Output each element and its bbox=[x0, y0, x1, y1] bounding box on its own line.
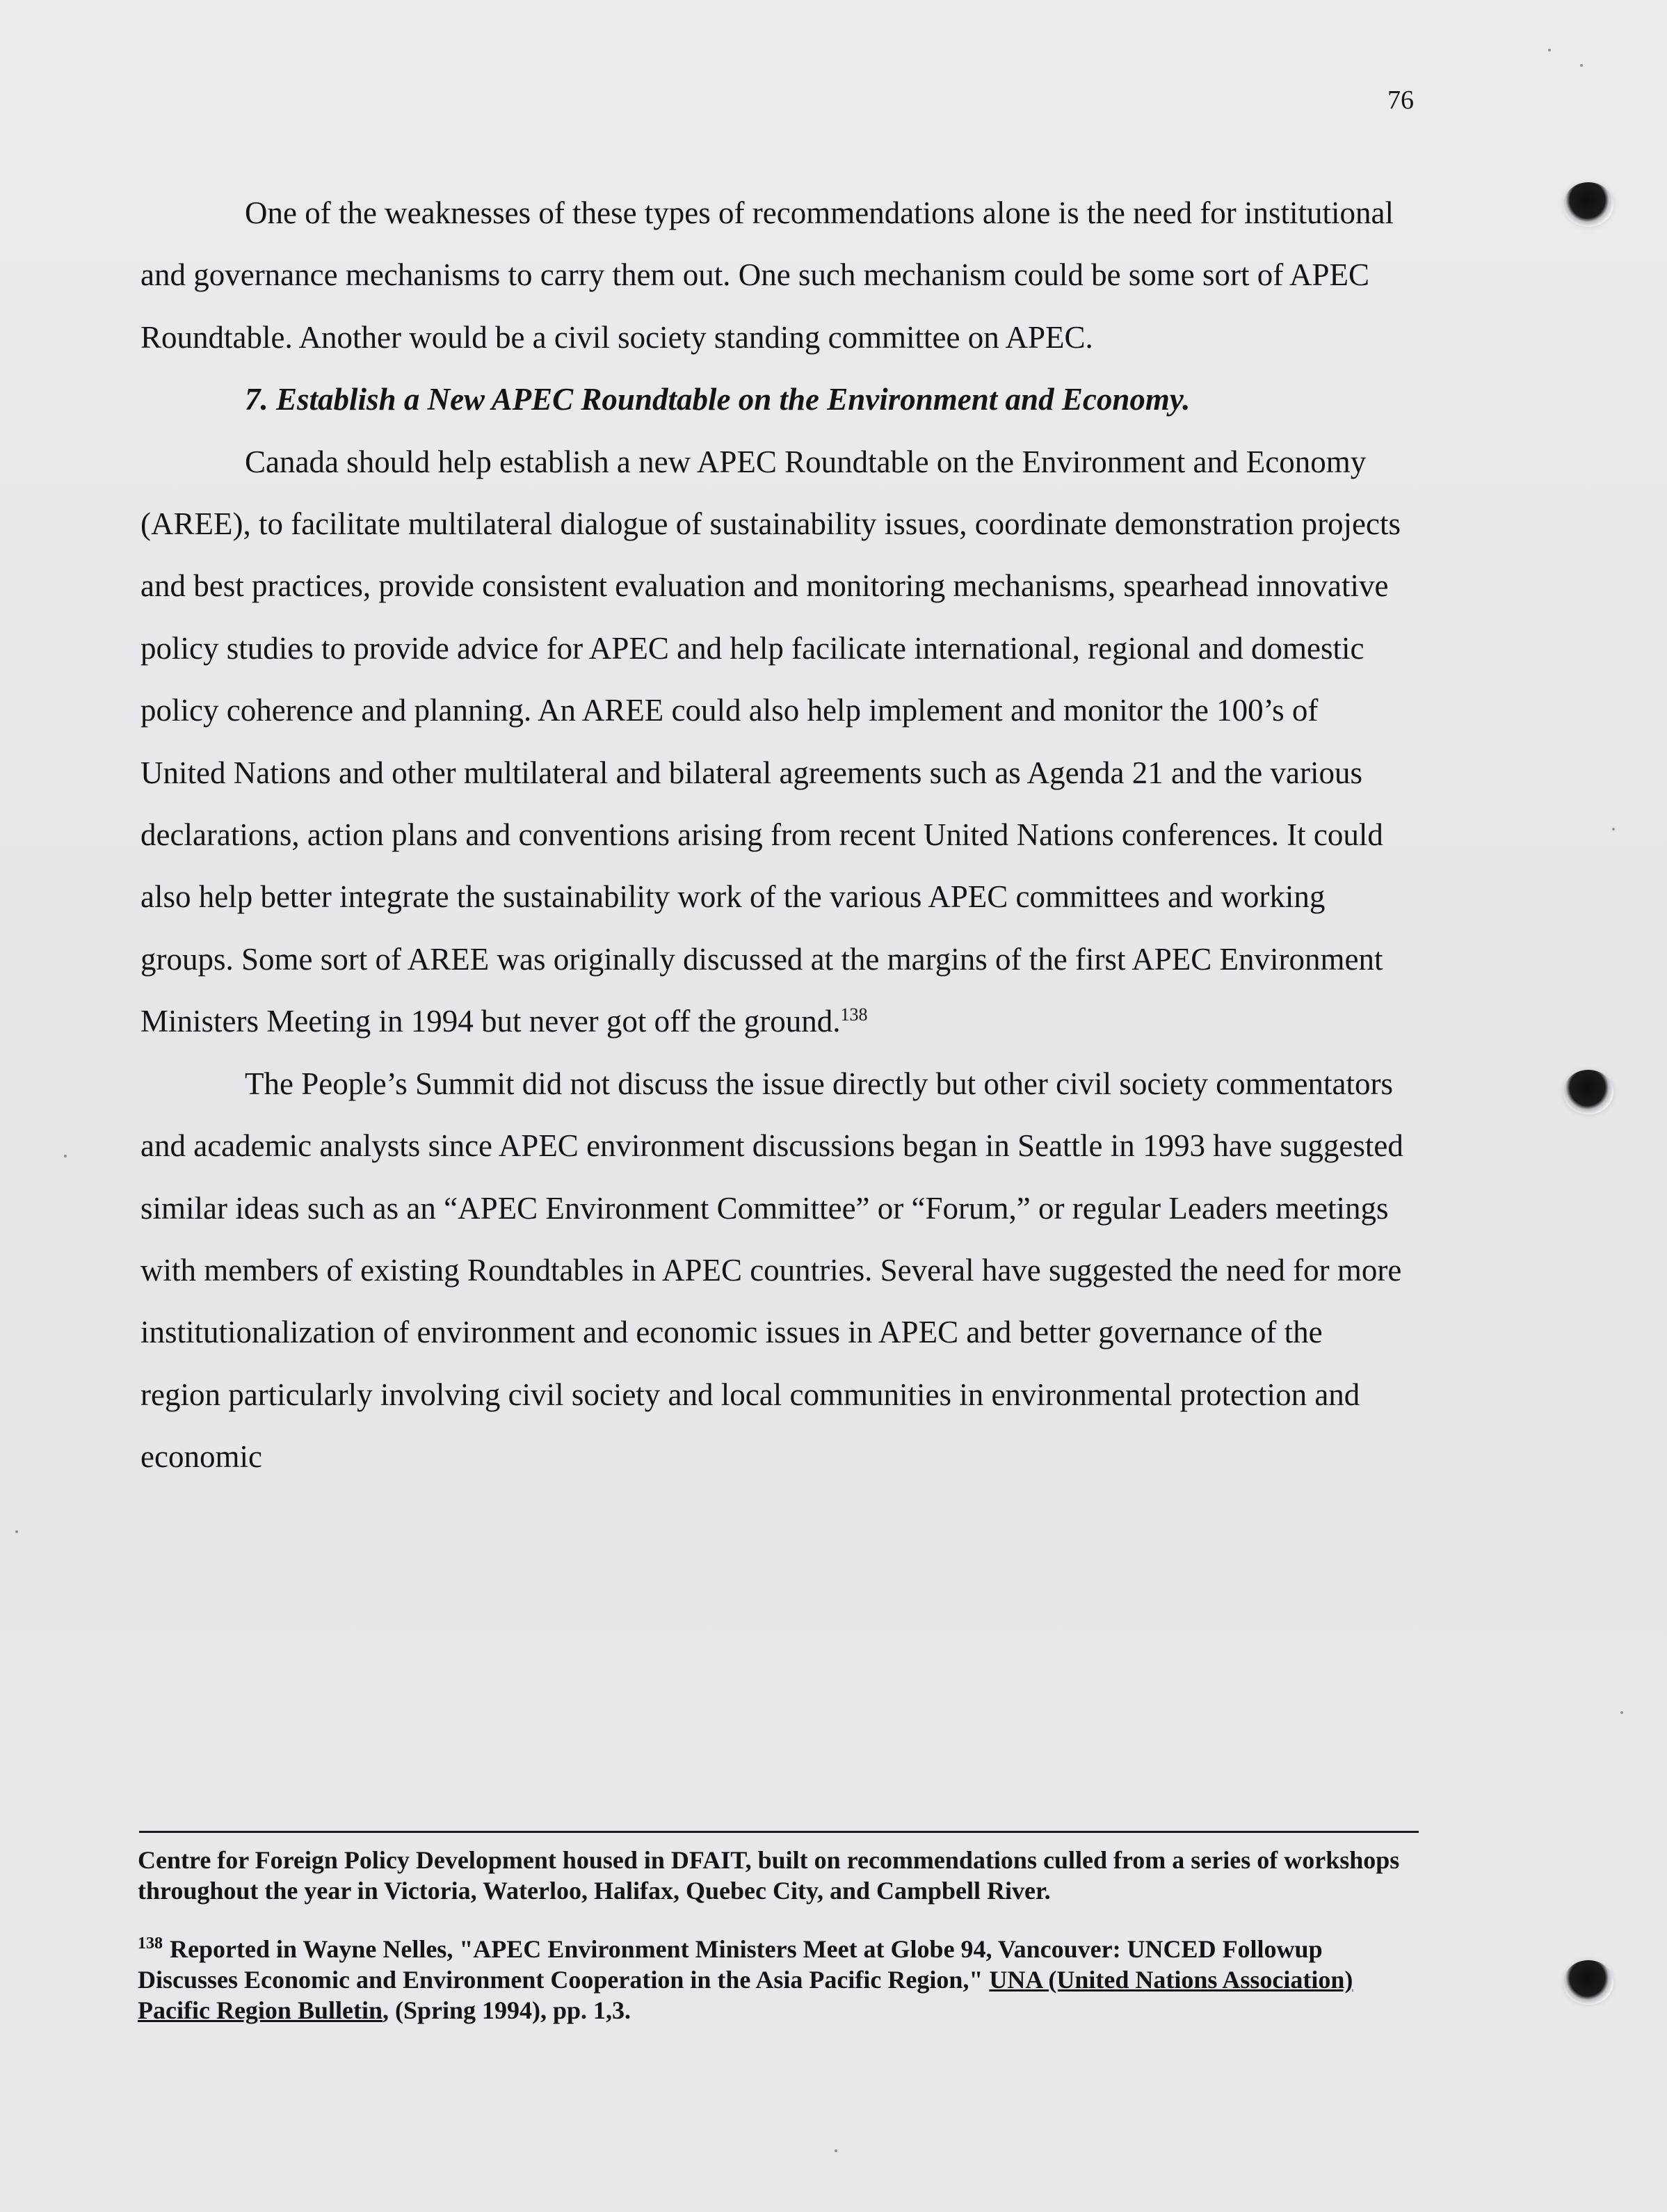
scan-speck bbox=[64, 1155, 67, 1157]
footnote-divider bbox=[139, 1831, 1419, 1833]
footnotes bbox=[138, 1845, 1421, 2053]
footnote-continued bbox=[138, 1845, 1421, 1906]
scan-speck bbox=[15, 1530, 18, 1533]
footnote-ref-138[interactable]: 138 bbox=[840, 1004, 868, 1025]
footnote-138-before: Reported in Wayne Nelles, "APEC Environment Ministers Meet at Globe 94, Vancouver: UNCED Followup Discusses Economic and Environment Cooperation in the Asia Pacific Region," bbox=[138, 1935, 1323, 1994]
footnote-continued-text: Centre for Foreign Policy Development housed in DFAIT, built on recommendations culled from a series of workshops throughout the year in Victoria, Waterloo, Halifax, Quebec City, and Campbell River. bbox=[138, 1846, 1400, 1905]
scan-speck bbox=[835, 2149, 837, 2152]
scan-speck bbox=[1620, 1711, 1623, 1714]
footnote-138 bbox=[138, 1934, 1421, 2026]
scan-speck bbox=[1548, 49, 1551, 51]
body-text bbox=[140, 182, 1406, 1489]
punch-hole-icon bbox=[1563, 1960, 1613, 2005]
paragraph-weaknesses: One of the weaknesses of these types of recommendations alone is the need for institutional and governance mechanisms to carry them out. One such mechanism could be some sort of APEC Roundtable. Another would be a civil society standing committee on APEC. bbox=[140, 195, 1394, 355]
paragraph-peoples-summit: The People’s Summit did not discuss the issue directly but other civil society commentators and academic analysts since APEC environment discussions began in Seattle in 1993 have suggested similar ideas such as an “APEC Environment Committee” or “Forum,” or regular Leaders meetings with members of existing Roundtables in APEC countries. Several have suggested the need for more institutionalization of environment and economic issues in APEC and better governance of the region particularly involving civil society and local communities in environmental protection and economic bbox=[140, 1066, 1403, 1475]
footnote-138-publication: UNA (United Nations Association) Pacific Region Bulletin bbox=[138, 1966, 1353, 2024]
footnote-number: 138 bbox=[138, 1934, 163, 1953]
paragraph-aree-text: Canada should help establish a new APEC Roundtable on the Environment and Economy (AREE), to facilitate multilateral dialogue of sustainability issues, coordinate demonstration projects and best practices, provide consistent evaluation and monitoring mechanisms, spearhead innovative policy studies to provide advice for APEC and help facilicate international, regional and domestic policy coherence and planning. An AREE could also help implement and monitor the 100’s of United Nations and other multilateral and bilateral agreements such as Agenda 21 and the various declarations, action plans and conventions arising from recent United Nations conferences. It could also help better integrate the sustainability work of the various APEC committees and working groups. Some sort of AREE was originally discussed at the margins of the first APEC Environment Ministers Meeting in 1994 but never got off the ground. bbox=[140, 444, 1401, 1039]
footnote-138-after: , (Spring 1994), pp. 1,3. bbox=[382, 1996, 631, 2024]
page-number: 76 bbox=[1387, 86, 1414, 115]
punch-hole-icon bbox=[1563, 182, 1613, 227]
punch-hole-icon bbox=[1563, 1070, 1613, 1114]
scan-speck bbox=[1612, 828, 1615, 831]
paragraph-aree bbox=[140, 431, 1406, 1053]
section-heading: 7. Establish a New APEC Roundtable on the Environment and Economy. bbox=[245, 382, 1191, 417]
scan-speck bbox=[1580, 64, 1583, 67]
footnote-138-text bbox=[138, 1934, 1421, 2026]
